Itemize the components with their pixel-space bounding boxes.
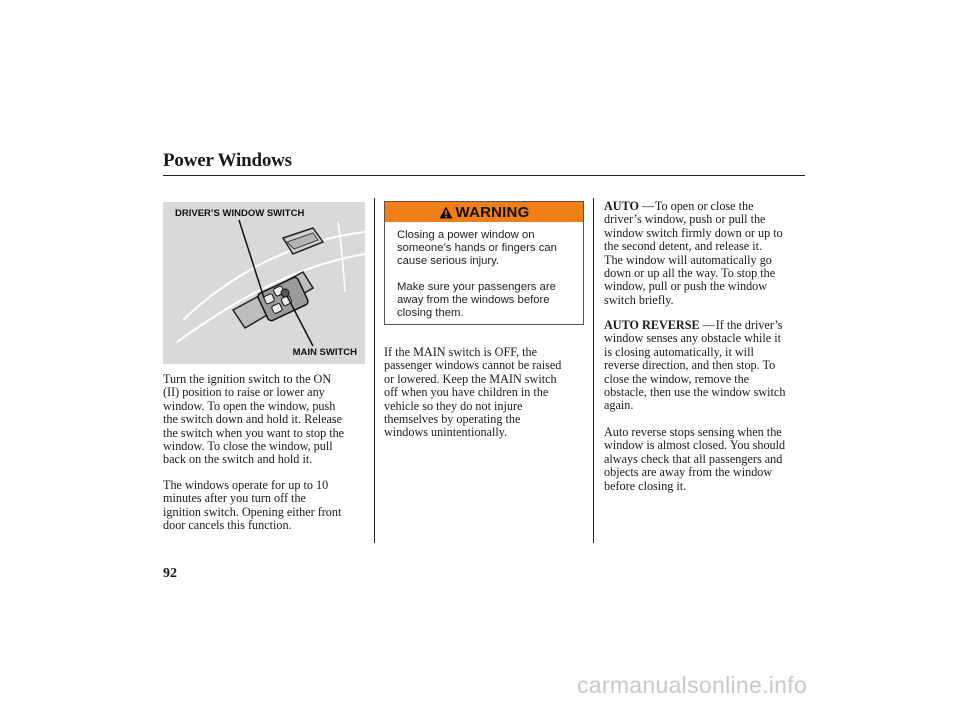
door-panel-drawing (163, 202, 365, 364)
paragraph-auto-reverse (604, 319, 806, 413)
auto-line: The window will automatically go (604, 252, 772, 267)
auto-first-line: To open or close the (654, 199, 754, 213)
column-divider-right (593, 198, 594, 543)
warning-triangle-icon (439, 206, 453, 219)
auto-line: driver’s window, push or pull the (604, 212, 766, 227)
auto-dash: — (642, 199, 655, 213)
driver-window-switch-illustration (163, 202, 365, 364)
page-title: Power Windows (163, 150, 292, 171)
warning-text-injury: Closing a power window on someone’s hands or fingers can cause serious injury. (397, 229, 557, 267)
paragraph-main-switch: If the MAIN switch is OFF, the passenger windows cannot be raised or lowered. Keep the MAIN switch off when you have children in the vehicle so they do not injure themselves by operating the windows unintentionally. (384, 345, 562, 440)
warning-header (385, 202, 583, 222)
auto-reverse-line: close the window, remove the (604, 371, 750, 386)
paragraph-auto (604, 200, 806, 307)
paragraph-auto-reverse-note: Auto reverse stops sensing when the window is almost closed. You should always check that all passengers and objects are away from the window before closing it. (604, 425, 786, 493)
auto-reverse-heading: AUTO REVERSE (604, 318, 700, 332)
auto-reverse-line: is closing automatically, it will (604, 344, 754, 359)
column-divider-left (374, 198, 375, 543)
title-divider (163, 175, 805, 176)
auto-line: window, pull or push the window (604, 279, 768, 294)
auto-line: the second detent, and release it. (604, 239, 763, 254)
page-number: 92 (163, 566, 177, 581)
paragraph-timer: The windows operate for up to 10 minutes after you turn off the ignition switch. Opening either front door cancels this function. (163, 478, 342, 533)
auto-reverse-line: obstacle, then use the window switch (604, 385, 786, 400)
auto-reverse-first-line: If the driver’s (715, 318, 783, 332)
auto-reverse-line: again. (604, 398, 634, 413)
figure-label-main-switch: MAIN SWITCH (292, 347, 357, 358)
footer-watermark-url[interactable]: carmanualsonline.info (577, 672, 808, 698)
warning-text-passengers: Make sure your passengers are away from the windows before closing them. (397, 281, 556, 319)
auto-line: switch briefly. (604, 292, 674, 307)
auto-reverse-dash: — (702, 318, 715, 332)
warning-box (384, 201, 584, 325)
auto-reverse-line: window senses any obstacle while it (604, 331, 782, 346)
auto-line: window switch firmly down or up to (604, 225, 783, 240)
auto-reverse-line: reverse direction, and then stop. To (604, 358, 776, 373)
auto-line: down or up all the way. To stop the (604, 266, 776, 281)
warning-label: WARNING (455, 203, 530, 221)
auto-heading: AUTO (604, 199, 639, 213)
paragraph-operation: Turn the ignition switch to the ON (II) position to raise or lower any window. To open the window, push the switch down and hold it. Release the switch when you want to stop the window. To close the window, pull back on the switch and hold it. (163, 372, 345, 467)
figure-label-driver-switch: DRIVER’S WINDOW SWITCH (175, 208, 305, 219)
